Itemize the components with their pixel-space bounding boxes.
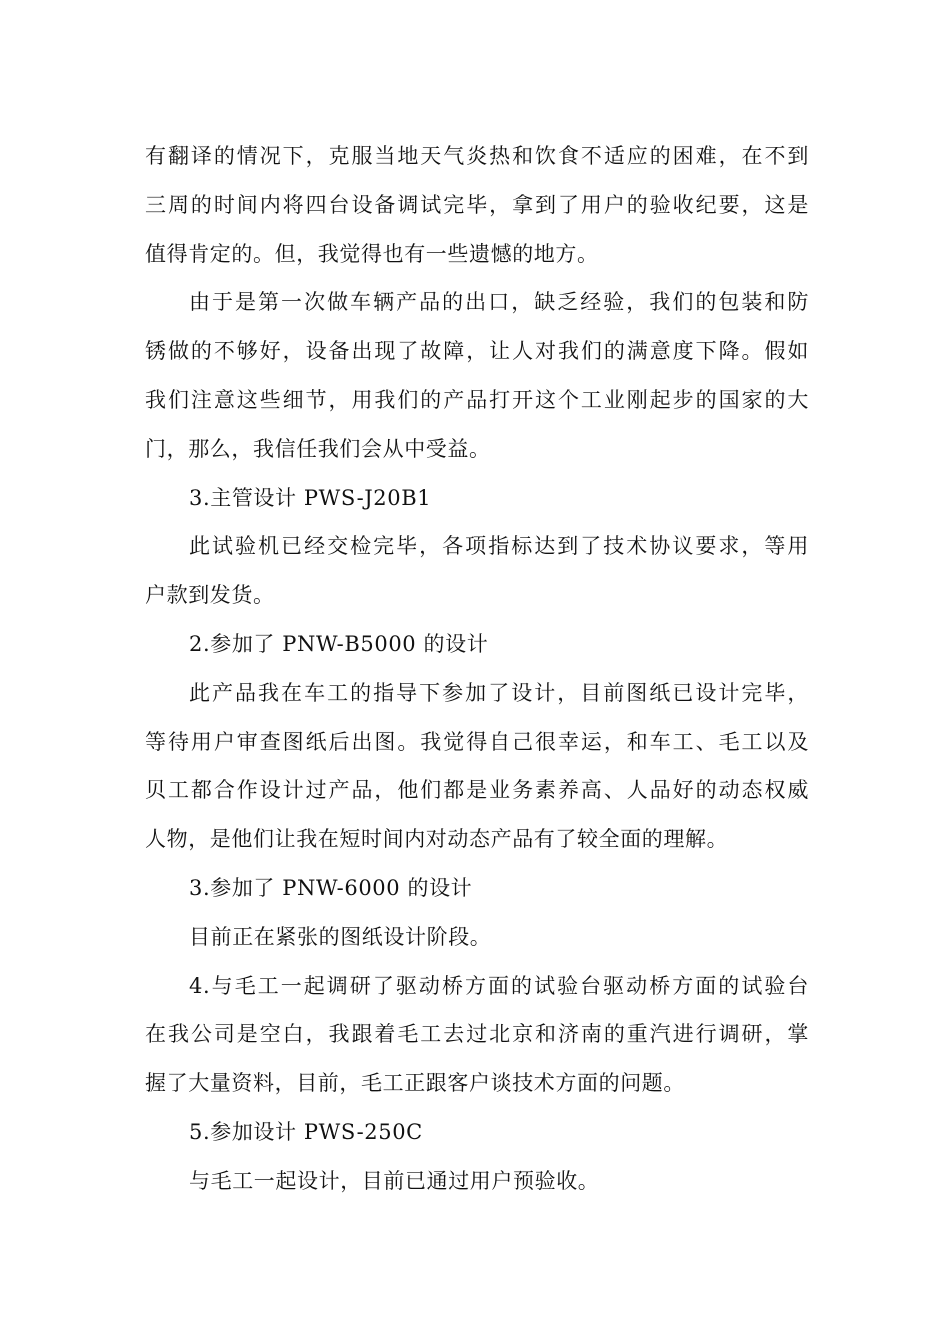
text-line: 此产品我在车工的指导下参加了设计，目前图纸已设计完毕，: [189, 680, 809, 705]
text-line: 户款到发货。: [145, 583, 275, 608]
text-line: 值得肯定的。但，我觉得也有一些遗憾的地方。: [145, 241, 599, 266]
text-line: 锈做的不够好，设备出现了故障，让人对我们的满意度下降。假如: [145, 339, 809, 364]
text-line: 三周的时间内将四台设备调试完毕，拿到了用户的验收纪要，这是: [145, 192, 809, 217]
text-line: 目前正在紧张的图纸设计阶段。: [189, 924, 492, 949]
text-line: 由于是第一次做车辆产品的出口，缺乏经验，我们的包装和防: [189, 290, 809, 315]
text-line: 4.与毛工一起调研了驱动桥方面的试验台驱动桥方面的试验台: [189, 973, 809, 998]
text-line: 2.参加了 PNW-B5000 的设计: [189, 631, 489, 656]
text-line: 门，那么，我信任我们会从中受益。: [145, 436, 491, 461]
text-line: 贝工都合作设计过产品，他们都是业务素养高、人品好的动态权威: [145, 778, 809, 803]
text-line: 握了大量资料，目前，毛工正跟客户谈技术方面的问题。: [145, 1071, 685, 1096]
text-line: 与毛工一起设计，目前已通过用户预验收。: [189, 1168, 600, 1193]
document-body: [145, 132, 809, 1206]
text-line: 5.参加设计 PWS-250C: [189, 1119, 423, 1144]
text-line: 人物，是他们让我在短时间内对动态产品有了较全面的理解。: [145, 827, 729, 852]
text-line: 此试验机已经交检完毕，各项指标达到了技术协议要求，等用: [189, 534, 809, 559]
text-line: 我们注意这些细节，用我们的产品打开这个工业刚起步的国家的大: [145, 387, 809, 412]
text-line: 3.主管设计 PWS-J20B1: [189, 485, 432, 510]
text-line: 等待用户审查图纸后出图。我觉得自己很幸运，和车工、毛工以及: [145, 729, 809, 754]
text-line: 3.参加了 PNW-6000 的设计: [189, 875, 473, 900]
text-line: 在我公司是空白，我跟着毛工去过北京和济南的重汽进行调研，掌: [145, 1022, 809, 1047]
text-line: 有翻译的情况下，克服当地天气炎热和饮食不适应的困难，在不到: [145, 144, 809, 168]
